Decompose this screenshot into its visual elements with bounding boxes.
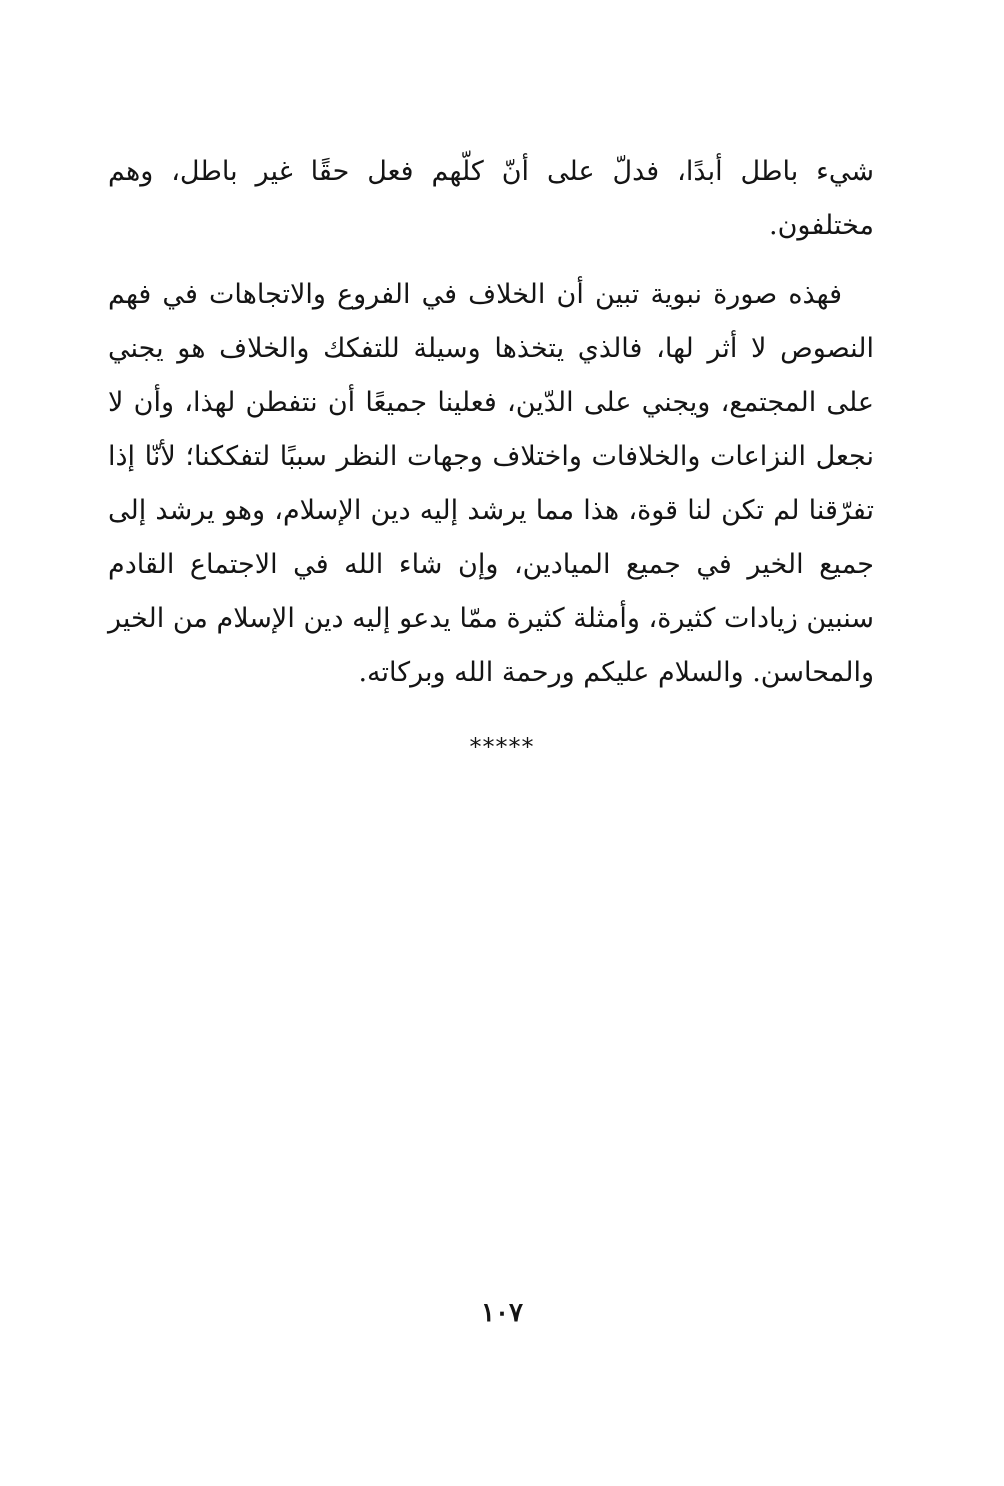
paragraph-text: شيء باطل أبدًا، فدلّ على أنّ كلّهم فعل حقًا غير باطل، وهم مختلفون. [108,156,874,241]
body-paragraph-continuation [108,145,874,253]
page-number: ١٠٧ [481,1298,523,1328]
section-separator: ***** [469,733,535,761]
paragraph-text: فهذه صورة نبوية تبين أن الخلاف في الفروع والاتجاهات في فهم النصوص لا أثر لها، فالذي يتخذها وسيلة للتفكك والخلاف هو يجني على المجتمع، ويجني على الدّين، فعلينا جميعًا أن نتفطن لهذا، وأن لا نجعل النزاعات والخلافات واختلاف وجهات النظر سببًا لتفككنا؛ لأنّا إذا تفرّقنا لم تكن لنا قوة، هذا مما يرشد إليه دين الإسلام، وهو يرشد إلى جميع الخير في جميع الميادين، وإن شاء الله في الاجتماع القادم سنبين زيادات كثيرة، وأمثلة كثيرة ممّا يدعو إليه دين الإسلام من الخير والمحاسن. والسلام عليكم ورحمة الله وبركاته. [108,279,874,688]
body-paragraph [108,268,874,700]
